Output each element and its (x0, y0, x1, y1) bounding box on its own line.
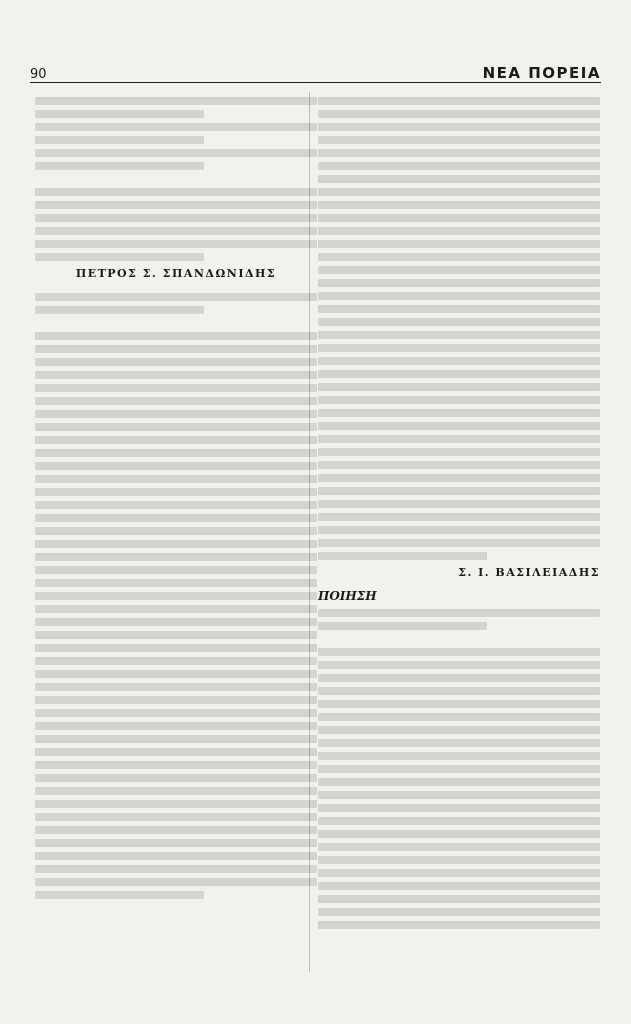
poetry-review-heading (318, 609, 600, 630)
left-column (35, 92, 317, 904)
page-number: 90 (30, 67, 47, 82)
review-signature-1: ΠΕΤΡΟΣ Σ. ΣΠΑΝΔΩΝΙΔΗΣ (75, 267, 277, 280)
review-heading (35, 293, 317, 314)
review-continuation (318, 97, 600, 560)
review-signature-2: Σ. Ι. ΒΑΣΙΛΕΙΑΔΗΣ (458, 566, 600, 579)
review-body (35, 332, 317, 899)
poem-excerpt (35, 97, 317, 170)
section-title: ΠΟΙΗΣΗ (318, 589, 377, 603)
journal-title: ΝΕΑ ΠΟΡΕΙΑ (482, 64, 601, 82)
page-header (30, 60, 601, 83)
review-paragraph (35, 188, 317, 261)
poetry-review-body (318, 648, 600, 929)
right-column (318, 92, 600, 934)
